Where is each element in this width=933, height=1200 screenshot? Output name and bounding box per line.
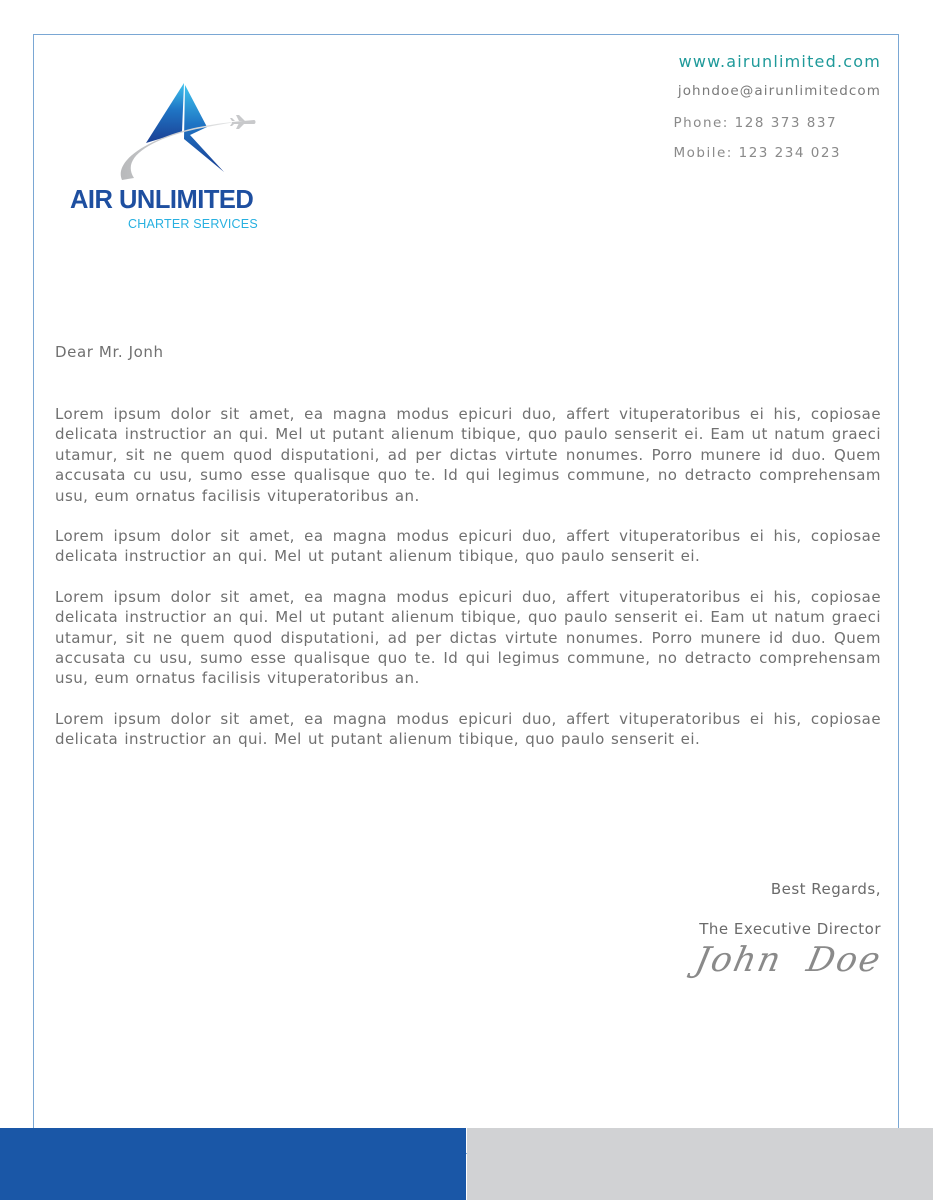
phone-number: Phone: 128 373 837 [673, 115, 838, 131]
paragraph: Lorem ipsum dolor sit amet, ea magna modus epicuri duo, affert vituperatoribus ei his, copiosae delicata instructior an qui. Mel ut putant alienum tibique, quo paulo senserit ei. Eam ut natum graeci utamur, sit ne quem quod disputationi, ad per dictas virtute nonumes. Porro munere id duo. Quem accusata cu usu, sumo esse qualisque quo te. Id qui legimus commune, no detracto comprehensam usu, eum ornatus facilisis vituperatoribus an. [55, 587, 881, 688]
paragraph: Lorem ipsum dolor sit amet, ea magna modus epicuri duo, affert vituperatoribus ei his, copiosae delicata instructior an qui. Mel ut putant alienum tibique, quo paulo senserit ei. [55, 527, 881, 566]
footer-bar-gray [467, 1128, 933, 1200]
footer-bar-blue [0, 1128, 466, 1200]
brand-name: AIR UNLIMITED [70, 186, 254, 214]
contact-block [662, 52, 881, 161]
website-link[interactable]: www.airunlimited.com [678, 52, 881, 71]
logo-triangle-right [184, 85, 224, 172]
closing-text: Best Regards, [770, 880, 881, 898]
mobile-number: Mobile: 123 234 023 [673, 145, 841, 161]
paragraph: Lorem ipsum dolor sit amet, ea magna modus epicuri duo, affert vituperatoribus ei his, copiosae delicata instructior an qui. Mel ut putant alienum tibique, quo paulo senserit ei. [55, 709, 881, 749]
paragraph: Lorem ipsum dolor sit amet, ea magna modus epicuri duo, affert vituperatoribus ei his, copiosae delicata instructior an qui. Mel ut putant alienum tibique, quo paulo senserit ei. Eam ut natum graeci utamur, sit ne quem quod disputationi, ad per dictas virtute nonumes. Porro munere id duo. Quem accusata cu usu, sumo esse qualisque quo te. Id qui legimus commune, no detracto comprehensam usu, eum ornatus facilisis vituperatoribus an. [55, 405, 881, 505]
airplane-icon [230, 115, 256, 129]
closing-block [691, 880, 886, 980]
email-link[interactable]: johndoe@airunlimitedcom [677, 83, 881, 99]
letter-body [55, 404, 881, 770]
signer-title: The Executive Director [699, 920, 881, 938]
logo-icon [64, 80, 294, 240]
brand-tagline: CHARTER SERVICES [128, 217, 258, 231]
salutation: Dear Mr. Jonh [55, 343, 164, 361]
logo-triangle-left [146, 83, 184, 143]
signature: John Doe [691, 940, 886, 980]
